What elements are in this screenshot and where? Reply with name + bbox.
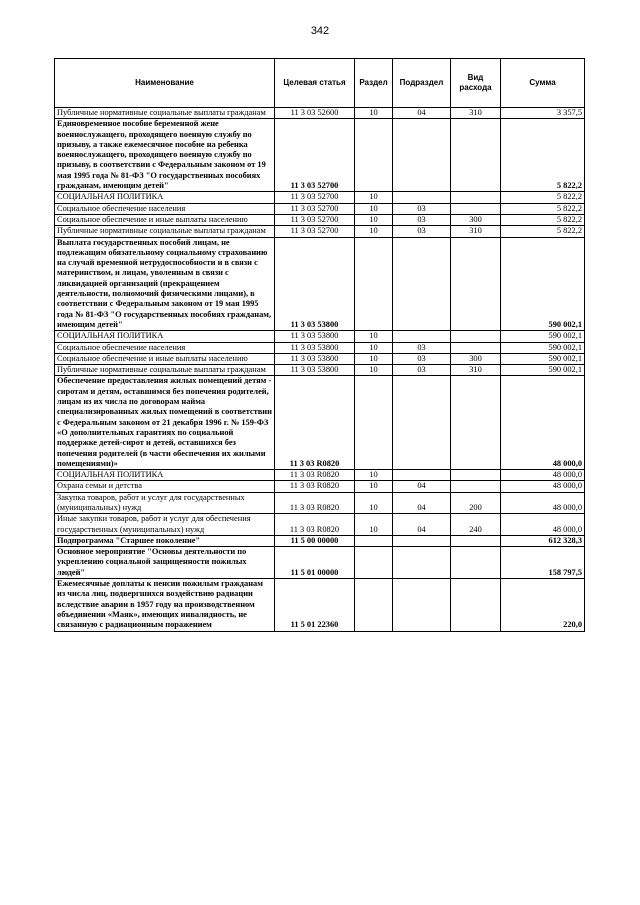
row-amount: 48 000,0 (501, 376, 585, 470)
table-row (55, 192, 585, 203)
row-subsection (393, 470, 451, 481)
row-target: 11 3 03 53800 (275, 331, 355, 342)
row-amount: 590 002,1 (501, 331, 585, 342)
row-amount: 5 822,2 (501, 119, 585, 192)
table-row (55, 514, 585, 536)
row-target: 11 3 03 52700 (275, 192, 355, 203)
row-expense-type (451, 579, 501, 631)
row-amount: 158 797,5 (501, 547, 585, 579)
row-name: Социальное обеспечение населения (55, 342, 275, 353)
row-name: Закупка товаров, работ и услуг для государственных (муниципальных) нужд (55, 492, 275, 514)
row-expense-type: 310 (451, 108, 501, 119)
table-row (55, 481, 585, 492)
page-number: 342 (310, 25, 330, 37)
row-target: 11 3 03 52700 (275, 226, 355, 237)
row-subsection: 03 (393, 214, 451, 225)
row-amount: 3 357,5 (501, 108, 585, 119)
row-amount: 590 002,1 (501, 342, 585, 353)
row-name: СОЦИАЛЬНАЯ ПОЛИТИКА (55, 192, 275, 203)
row-section: 10 (355, 365, 393, 376)
row-expense-type: 310 (451, 365, 501, 376)
row-target: 11 3 03 52700 (275, 203, 355, 214)
row-subsection: 03 (393, 203, 451, 214)
row-expense-type (451, 470, 501, 481)
row-name: Социальное обеспечение населения (55, 203, 275, 214)
row-expense-type: 300 (451, 214, 501, 225)
row-name: Иные закупки товаров, работ и услуг для обеспечения государственных (муниципальных) нужд (55, 514, 275, 536)
row-subsection: 03 (393, 342, 451, 353)
row-amount: 48 000,0 (501, 470, 585, 481)
row-target: 11 5 00 00000 (275, 535, 355, 546)
row-subsection (393, 535, 451, 546)
row-expense-type: 300 (451, 353, 501, 364)
row-section (355, 119, 393, 192)
row-target: 11 3 03 53800 (275, 342, 355, 353)
table-row (55, 237, 585, 331)
row-amount: 5 822,2 (501, 192, 585, 203)
row-subsection (393, 376, 451, 470)
row-expense-type: 240 (451, 514, 501, 536)
row-subsection (393, 547, 451, 579)
row-expense-type (451, 119, 501, 192)
row-target: 11 3 03 R0820 (275, 514, 355, 536)
row-subsection (393, 192, 451, 203)
table-row (55, 492, 585, 514)
row-target: 11 3 03 R0820 (275, 470, 355, 481)
row-target: 11 5 01 22360 (275, 579, 355, 631)
row-section: 10 (355, 353, 393, 364)
table-row (55, 331, 585, 342)
row-name: Ежемесячные доплаты к пенсии пожилым гражданам из числа лиц, подвергшихся воздействию радиации вследствие аварии в 1957 году на производственном объединении «Маяк», имеющих инвалидность, не связанную с радиационным поражением (55, 579, 275, 631)
row-section (355, 547, 393, 579)
row-target: 11 3 03 R0820 (275, 376, 355, 470)
row-amount: 590 002,1 (501, 365, 585, 376)
row-section: 10 (355, 214, 393, 225)
row-expense-type (451, 535, 501, 546)
header-amount: Сумма (501, 59, 585, 108)
row-amount: 48 000,0 (501, 492, 585, 514)
row-name: Публичные нормативные социальные выплаты гражданам (55, 365, 275, 376)
row-amount: 5 822,2 (501, 226, 585, 237)
row-name: Выплата государственных пособий лицам, не подлежащим обязательному социальному страхованию на случай временной нетрудоспособности и в связи с материнством, и лицам, уволенным в связи с ликвидацией организаций (прекращением деятельности, полномочий физическими лицами), в соответствии с Федеральным законом от 19 мая 1995 года № 81-ФЗ "О государственных пособиях гражданам, имеющим детей" (55, 237, 275, 331)
row-section (355, 237, 393, 331)
row-name: Социальное обеспечение и иные выплаты населению (55, 353, 275, 364)
row-section: 10 (355, 331, 393, 342)
row-expense-type (451, 547, 501, 579)
row-amount: 48 000,0 (501, 514, 585, 536)
row-amount: 5 822,2 (501, 203, 585, 214)
row-target: 11 5 01 00000 (275, 547, 355, 579)
row-expense-type (451, 481, 501, 492)
row-target: 11 3 03 52600 (275, 108, 355, 119)
row-expense-type: 310 (451, 226, 501, 237)
table-row (55, 353, 585, 364)
row-name: СОЦИАЛЬНАЯ ПОЛИТИКА (55, 470, 275, 481)
row-amount: 612 328,3 (501, 535, 585, 546)
table-row (55, 119, 585, 192)
row-expense-type (451, 331, 501, 342)
row-name: Подпрограмма "Старшее поколение" (55, 535, 275, 546)
table-row (55, 226, 585, 237)
row-subsection: 03 (393, 353, 451, 364)
table-row (55, 108, 585, 119)
row-section: 10 (355, 514, 393, 536)
header-subsection: Подраздел (393, 59, 451, 108)
table-row (55, 535, 585, 546)
row-section (355, 579, 393, 631)
row-section (355, 535, 393, 546)
row-target: 11 3 03 53800 (275, 365, 355, 376)
header-target: Целевая статья (275, 59, 355, 108)
row-amount: 5 822,2 (501, 214, 585, 225)
header-section: Раздел (355, 59, 393, 108)
row-name: Публичные нормативные социальные выплаты гражданам (55, 108, 275, 119)
row-name: Охрана семьи и детства (55, 481, 275, 492)
row-amount: 48 000,0 (501, 481, 585, 492)
row-expense-type (451, 192, 501, 203)
row-target: 11 3 03 R0820 (275, 492, 355, 514)
row-target: 11 3 03 53800 (275, 237, 355, 331)
row-name: Основное мероприятие "Основы деятельности по укреплению социальной защищенности пожилых людей" (55, 547, 275, 579)
table-row (55, 470, 585, 481)
row-expense-type (451, 203, 501, 214)
row-section: 10 (355, 203, 393, 214)
row-subsection (393, 579, 451, 631)
row-subsection: 04 (393, 492, 451, 514)
row-target: 11 3 03 52700 (275, 119, 355, 192)
row-subsection: 03 (393, 226, 451, 237)
table-row (55, 203, 585, 214)
row-expense-type (451, 237, 501, 331)
row-section: 10 (355, 342, 393, 353)
row-section: 10 (355, 192, 393, 203)
row-expense-type (451, 342, 501, 353)
row-section: 10 (355, 492, 393, 514)
row-name: Публичные нормативные социальные выплаты гражданам (55, 226, 275, 237)
row-name: Обеспечение предоставления жилых помещений детям - сиротам и детям, оставшимся без попечения родителей, лицам из их числа по договорам найма специализированных жилых помещений в соответствии с Федеральным законом от 21 декабря 1996 г. № 159-ФЗ «О дополнительных гарантиях по социальной поддержке детей-сирот и детей, оставшихся без попечения родителей (в части обеспечения их жилыми помещениями)» (55, 376, 275, 470)
budget-table (54, 58, 585, 632)
table-row (55, 376, 585, 470)
row-name: Социальное обеспечение и иные выплаты населению (55, 214, 275, 225)
row-subsection: 04 (393, 108, 451, 119)
row-section: 10 (355, 481, 393, 492)
row-amount: 590 002,1 (501, 237, 585, 331)
row-section (355, 376, 393, 470)
row-section: 10 (355, 108, 393, 119)
row-section: 10 (355, 226, 393, 237)
table-row (55, 579, 585, 631)
row-amount: 220,0 (501, 579, 585, 631)
row-subsection: 03 (393, 365, 451, 376)
row-target: 11 3 03 52700 (275, 214, 355, 225)
table-row (55, 365, 585, 376)
row-amount: 590 002,1 (501, 353, 585, 364)
table-body (55, 108, 585, 632)
row-expense-type: 200 (451, 492, 501, 514)
row-target: 11 3 03 53800 (275, 353, 355, 364)
row-name: Единовременное пособие беременной жене военнослужащего, проходящего военную службу по призыву, а также ежемесячное пособие на ребенка военнослужащего, проходящего военную службу по призыву, в соответствии с Федеральным законом от 19 мая 1995 года № 81-ФЗ "О государственных пособиях гражданам, имеющим детей" (55, 119, 275, 192)
header-expense-type: Вид расхода (451, 59, 501, 108)
row-subsection: 04 (393, 481, 451, 492)
row-expense-type (451, 376, 501, 470)
header-name: Наименование (55, 59, 275, 108)
table-row (55, 342, 585, 353)
row-target: 11 3 03 R0820 (275, 481, 355, 492)
table-header-row (55, 59, 585, 108)
row-section: 10 (355, 470, 393, 481)
row-subsection (393, 119, 451, 192)
row-name: СОЦИАЛЬНАЯ ПОЛИТИКА (55, 331, 275, 342)
row-subsection (393, 237, 451, 331)
row-subsection: 04 (393, 514, 451, 536)
table-row (55, 547, 585, 579)
table-row (55, 214, 585, 225)
row-subsection (393, 331, 451, 342)
